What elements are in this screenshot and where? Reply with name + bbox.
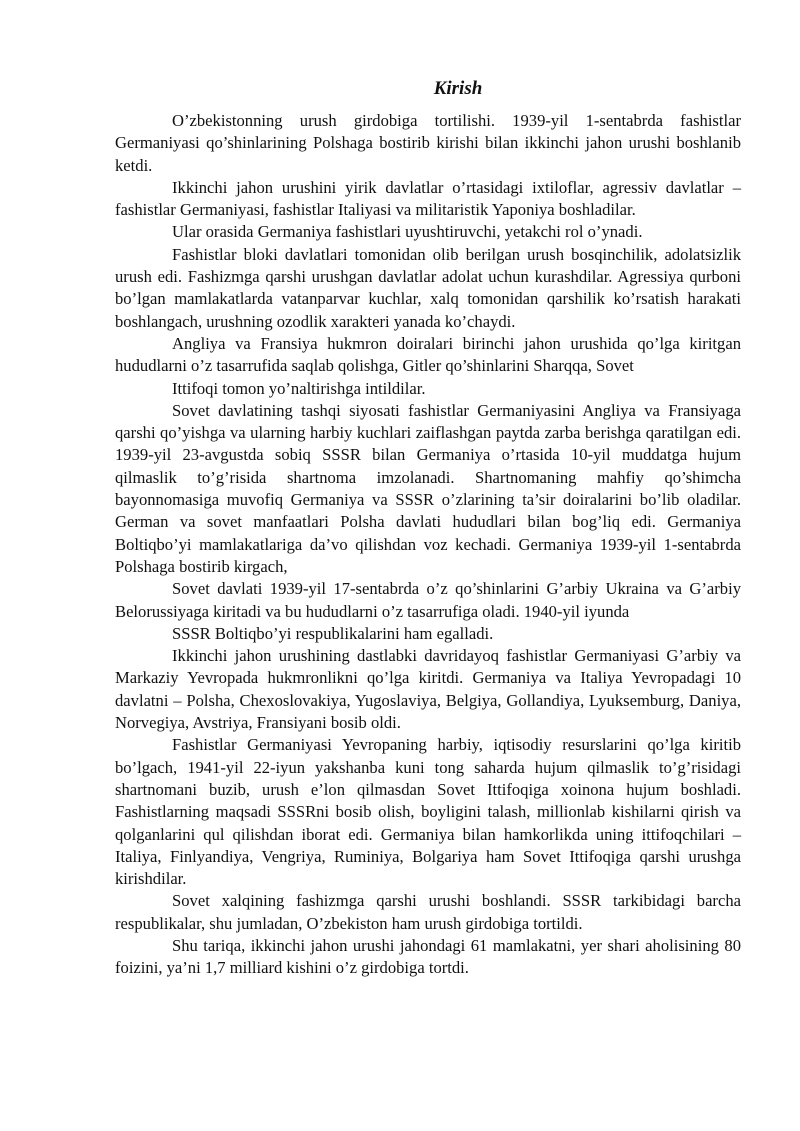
paragraph: SSSR Boltiqbo’yi respublikalarini ham egalladi. <box>172 623 494 643</box>
paragraph: Ikkinchi jahon urushini yirik davlatlar o’rtasidagi ixtiloflar, agressiv davlatlar – fashistlar Germaniyasi, fashistlar Italiyasi va militaristik Yaponiya boshladilar. <box>115 177 741 220</box>
document-page <box>115 76 741 980</box>
paragraph: Ittifoqi tomon yo’naltirishga intildilar. <box>172 378 426 398</box>
paragraph: Ikkinchi jahon urushining dastlabki davridayoq fashistlar Germaniyasi G’arbiy va Markaziy Yevropada hukmronlikni qo’lga kiritdi. Germaniya va Italiya Yevropadagi 10 davlatni – Polsha, Chexoslovakiya, Yugoslaviya, Belgiya, Gollandiya, Lyuksemburg, Daniya, Norvegiya, Avstriya, Fransiyani bosib oldi. <box>115 646 741 733</box>
paragraph: Fashistlar bloki davlatlari tomonidan olib berilgan urush bosqinchilik, adolatsizlik urush edi. Fashizmga qarshi urushgan davlatlar adolat uchun kurashdilar. Agressiya qurboni bo’lgan mamlakatlarda vatanparvar kuchlar, xalq tomonidan qarshilik ko’rsatish harakati boshlangach, urushning ozodlik xarakteri yanada ko’chaydi. <box>115 244 741 331</box>
paragraph: Fashistlar Germaniyasi Yevropaning harbiy, iqtisodiy resurslarini qo’lga kiritib bo’lgach, 1941-yil 22-iyun yakshanba kuni tong saharda hujum qilmaslik to’g’risidagi shartnomani buzib, urush e’lon qilmasdan Sovet Ittifoqiga xoinona hujum boshladi. Fashistlarning maqsadi SSSRni bosib olish, boyligini talash, millionlab kishilarni qirish va qolganlarini qul qilishdan iborat edi. Germaniya bilan hamkorlikda uning ittifoqchilari – Italiya, Finlyandiya, Vengriya, Ruminiya, Bolgariya ham Sovet Ittifoqiga qarshi urushga kirishdilar. <box>115 735 741 889</box>
page-title: Kirish <box>433 78 483 99</box>
paragraph: Ular orasida Germaniya fashistlari uyushtiruvchi, yetakchi rol o’ynadi. <box>172 222 643 242</box>
paragraph: Shu tariqa, ikkinchi jahon urushi jahondagi 61 mamlakatni, yer shari aholisining 80 foizini, ya’ni 1,7 milliard kishini o’z girdobiga tortdi. <box>115 935 741 978</box>
paragraph: Angliya va Fransiya hukmron doiralari birinchi jahon urushida qo’lga kiritgan hududlarni o’z tasarrufida saqlab qolishga, Gitler qo’shinlarini Sharqqa, Sovet <box>115 333 741 376</box>
paragraph: Sovet davlatining tashqi siyosati fashistlar Germaniyasini Angliya va Fransiyaga qarshi qo’yishga va ularning harbiy kuchlari zaiflashgan paytda zarba berishga qaratilgan edi. 1939-yil 23-avgustda sobiq SSSR bilan Germaniya o’rtasida 10-yil muddatga hujum qilmaslik to’g’risida shartnoma imzolanadi. Shartnomaning mahfiy qo’shimcha bayonnomasiga muvofiq Germaniya va SSSR o’zlarining ta’sir doiralarini bo’lib oladilar. German va sovet manfaatlari Polsha davlati hududlari bilan bog’liq edi. Germaniya Boltiqbo’yi mamlakatlariga da’vo qilishdan voz kechadi. Germaniya 1939-yil 1-sentabrda Polshaga bostirib kirgach, <box>115 400 741 576</box>
paragraph: O’zbekistonning urush girdobiga tortilishi. 1939-yil 1-sentabrda fashistlar Germaniyasi qo’shinlarining Polshaga bostirib kirishi bilan ikkinchi jahon urushi boshlanib ketdi. <box>115 111 741 175</box>
paragraph: Sovet xalqining fashizmga qarshi urushi boshlandi. SSSR tarkibidagi barcha respublikalar, shu jumladan, O’zbekiston ham urush girdobiga tortildi. <box>115 891 741 933</box>
paragraph: Sovet davlati 1939-yil 17-sentabrda o’z qo’shinlarini G’arbiy Ukraina va G’arbiy Belorussiyaga kiritadi va bu hududlarni o’z tasarrufiga oladi. 1940-yil iyunda <box>115 579 741 621</box>
